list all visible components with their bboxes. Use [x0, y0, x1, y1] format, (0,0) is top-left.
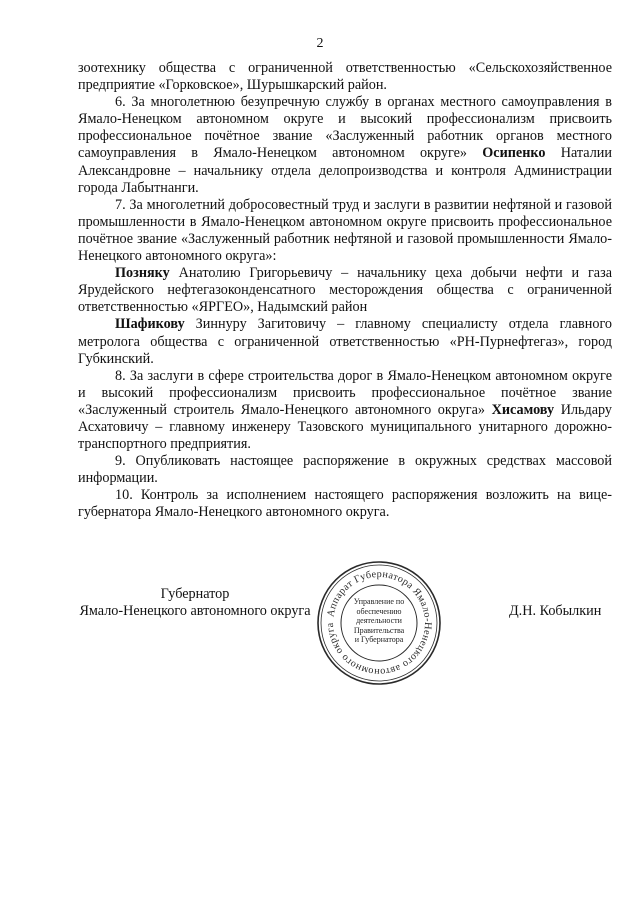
stamp-ring-text: Аппарат Губернатора Ямало-Ненецкого автономного округа	[324, 568, 434, 678]
stamp-line: Правительства	[353, 625, 405, 635]
paragraph-text: 8. За заслуги в сфере строительства дорог в Ямало-Ненецком автономном округе и высокий профессионализм присвоить профессиональное почётное звание «Заслуженный строитель Ямало-Ненецкого автономного округа»	[78, 367, 612, 418]
paragraph-text: зоотехнику общества с ограниченной ответственностью «Сельскохозяйственное предприятие «Горковское», Шурышкарский район.	[78, 60, 612, 94]
signatory-position-line1: Губернатор	[160, 586, 230, 602]
page-number: 2	[316, 36, 324, 51]
stamp-line: обеспечению	[356, 606, 402, 616]
paragraph-text: Зиннуру Загитовичу – главному специалисту отдела главного метролога общества с ограниченной ответственностью «РН-Пурнефтегаз», город Губкинский.	[78, 316, 612, 367]
stamp-line: деятельности	[356, 616, 402, 626]
stamp-line: и Губернатора	[354, 635, 404, 645]
paragraph-text: Анатолию Григорьевичу – начальнику цеха добычи нефти и газа Ярудейского нефтегазоконденсатного месторождения общества с ограниченной ответственностью «ЯРГЕО», Надымский район	[78, 265, 612, 316]
bold-name: Шафикову	[115, 316, 185, 333]
paragraph	[78, 94, 612, 197]
paragraph-text: 9. Опубликовать настоящее распоряжение в окружных средствах массовой информации.	[78, 453, 612, 487]
paragraph-text: 7. За многолетний добросовестный труд и заслуги в развитии нефтяной и газовой промышленности в Ямало-Ненецком автономном округе присвоить профессиональное почётное звание «Заслуженный работник нефтяной и газовой промышленности Ямало-Ненецкого автономного округа»:	[78, 196, 612, 265]
paragraph	[78, 197, 612, 265]
paragraph-text: 6. За многолетнюю безупречную службу в органах местного самоуправления в Ямало-Ненецком автономном округе и высокий профессионализм присвоить профессиональное почётное звание «Заслуженный работник органов местного самоуправления в Ямало-Ненецком автономном округе»	[78, 94, 612, 162]
bold-name: Осипенко	[482, 145, 546, 162]
paragraph	[78, 487, 612, 521]
signatory-position-line2: Ямало-Ненецкого автономного округа	[79, 603, 311, 620]
signature-block	[0, 568, 640, 682]
paragraph-text: 10. Контроль за исполнением настоящего распоряжения возложить на вице-губернатора Ямало-Ненецкого автономного округа.	[78, 487, 612, 521]
paragraph	[78, 453, 612, 487]
signatory-position	[78, 586, 312, 620]
stamp-center-text	[333, 597, 425, 645]
stamp-line: Управление по	[353, 597, 405, 606]
bold-name: Хисамову	[491, 401, 555, 418]
paragraph	[78, 265, 612, 316]
official-stamp	[315, 559, 443, 687]
paragraph	[78, 368, 612, 453]
paragraph	[78, 60, 612, 94]
document-body	[78, 60, 612, 522]
paragraph-text: Наталии Александровне – начальнику отдела делопроизводства и контроля Администрации города Лабытнанги.	[78, 145, 612, 196]
paragraph	[78, 316, 612, 367]
signatory-name: Д.Н. Кобылкин	[509, 603, 602, 619]
paragraph-text: Ильдару Асхатовичу – главному инженеру Тазовского муниципального унитарного дорожно-транспортного предприятия.	[78, 401, 613, 453]
bold-name: Позняку	[115, 265, 170, 282]
